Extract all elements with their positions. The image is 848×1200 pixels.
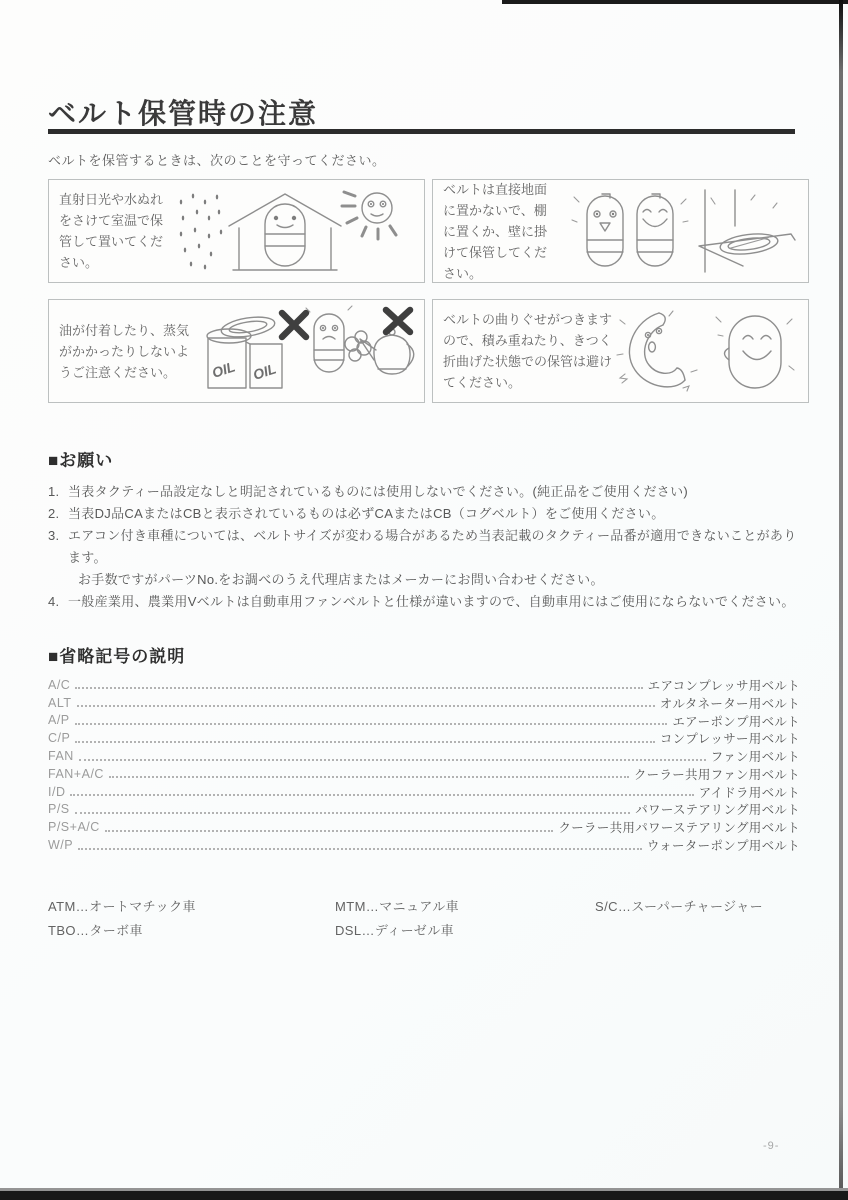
abbreviation-definition: クーラー共用パワーステアリング用ベルト bbox=[558, 821, 800, 836]
tip-text: 油が付着したり、蒸気がかかったりしないようご注意ください。 bbox=[59, 322, 190, 380]
abbreviation-heading: ■省略記号の説明 bbox=[48, 647, 186, 666]
intro-text: ベルトを保管するときは、次のことを守ってください。 bbox=[48, 153, 386, 168]
abbreviation-row bbox=[48, 836, 800, 854]
scan-edge-bottom bbox=[0, 1188, 848, 1200]
abbreviation-definition: ファン用ベルト bbox=[710, 750, 800, 765]
vehicle-code: S/C…スーパーチャージャー bbox=[595, 899, 764, 914]
abbreviation-code: A/P bbox=[48, 713, 70, 728]
notice-item-number: 4. bbox=[48, 594, 60, 609]
notice-item-text: 当表タクティー品設定なしと明記されているものには使用しないでください。(純正品をご使用ください) bbox=[68, 484, 689, 499]
abbreviation-definition: エアーポンプ用ベルト bbox=[672, 714, 800, 729]
page-title: ベルト保管時の注意 bbox=[48, 98, 319, 129]
dotted-leader bbox=[75, 680, 642, 689]
abbreviation-row bbox=[48, 801, 800, 819]
notice-item-text: 一般産業用、農業用Vベルトは自動車用ファンベルトと仕様が違いますので、自動車用にはご使用にならないでください。 bbox=[68, 594, 795, 609]
tip-text: 直射日光や水ぬれをさけて室温で保管して置いてください。 bbox=[59, 192, 164, 270]
notice-item-number: 2. bbox=[48, 506, 60, 521]
tip-illustration bbox=[201, 308, 414, 394]
oil-label: OIL bbox=[209, 358, 237, 381]
notice-heading: ■お願い bbox=[48, 451, 114, 470]
notice-item bbox=[48, 503, 808, 525]
belt-character-icon bbox=[637, 194, 688, 266]
page-number: -9- bbox=[763, 1140, 780, 1152]
vehicle-codes-section bbox=[48, 895, 808, 947]
sun-icon bbox=[342, 192, 396, 239]
tip-box-oil-steam bbox=[48, 299, 425, 403]
abbreviation-row bbox=[48, 712, 800, 730]
vehicle-code: DSL…ディーゼル車 bbox=[335, 923, 454, 938]
oil-can-icon bbox=[207, 314, 282, 388]
abbreviation-row bbox=[48, 729, 800, 747]
dotted-leader bbox=[79, 752, 706, 761]
abbreviation-row bbox=[48, 783, 800, 801]
bent-belt-character-icon bbox=[617, 311, 697, 391]
abbreviation-definition: エアコンプレッサ用ベルト bbox=[647, 678, 800, 693]
abbreviation-row bbox=[48, 694, 800, 712]
abbreviation-code: FAN+A/C bbox=[48, 766, 104, 781]
belt-character-icon bbox=[306, 306, 352, 372]
abbreviation-definition: オルタネーター用ベルト bbox=[659, 696, 800, 711]
dotted-leader bbox=[75, 734, 654, 743]
tip-box-shelf bbox=[432, 179, 809, 283]
abbreviation-code: W/P bbox=[48, 838, 74, 853]
abbreviation-code: FAN bbox=[48, 749, 74, 764]
notice-item bbox=[48, 591, 808, 613]
abbreviation-definition: クーラー共用ファン用ベルト bbox=[633, 767, 800, 782]
house-sun-rain-illustration bbox=[173, 188, 413, 274]
notice-item bbox=[48, 525, 808, 569]
dotted-leader bbox=[70, 787, 693, 796]
abbreviation-list bbox=[48, 676, 800, 854]
notice-list bbox=[48, 481, 808, 613]
tip-box-bending bbox=[432, 299, 809, 403]
dotted-leader bbox=[75, 716, 668, 725]
vehicle-code: TBO…ターボ車 bbox=[48, 923, 143, 938]
abbreviation-row bbox=[48, 818, 800, 836]
hanging-belts-shelf-illustration bbox=[559, 188, 795, 274]
abbreviation-code: C/P bbox=[48, 731, 71, 746]
notice-item-continuation: お手数ですがパーツNo.をお調べのうえ代理店またはメーカーにお問い合わせください。 bbox=[78, 572, 604, 587]
abbreviation-code: A/C bbox=[48, 677, 71, 692]
vehicle-code: MTM…マニュアル車 bbox=[335, 899, 460, 914]
tip-illustration bbox=[555, 188, 798, 274]
abbreviation-code: ALT bbox=[48, 695, 72, 710]
cross-mark-icon bbox=[282, 313, 306, 337]
dotted-leader bbox=[78, 841, 642, 850]
abbreviation-row bbox=[48, 676, 800, 694]
abbreviation-code: I/D bbox=[48, 784, 66, 799]
abbreviation-code: P/S+A/C bbox=[48, 820, 100, 835]
abbreviation-row bbox=[48, 765, 800, 783]
bent-belt-happy-belt-illustration bbox=[613, 308, 799, 394]
notice-item bbox=[48, 481, 808, 503]
rain-icon bbox=[179, 194, 221, 270]
steam-icon bbox=[345, 331, 371, 361]
oil-cans-kettle-illustration bbox=[202, 308, 414, 394]
scan-edge-top bbox=[502, 0, 848, 4]
notice-item-number: 1. bbox=[48, 484, 60, 499]
tip-illustration bbox=[171, 188, 414, 274]
dotted-leader bbox=[109, 769, 629, 778]
tip-box-sunlight bbox=[48, 179, 425, 283]
belt-character-icon bbox=[572, 194, 623, 266]
tip-text: ベルトの曲りぐせがつきますので、積み重ねたり、きつく折曲げた状態での保管は避けてください。 bbox=[443, 312, 613, 390]
notice-item-text: エアコン付き車種については、ベルトサイズが変わる場合があるため当表記載のタクティー品番が適用できないことがあります。 bbox=[68, 528, 797, 565]
kettle-icon bbox=[360, 329, 414, 374]
shelf-icon bbox=[699, 190, 795, 272]
vehicle-codes-column bbox=[595, 895, 763, 919]
abbreviation-code: P/S bbox=[48, 802, 70, 817]
abbreviation-definition: パワーステアリング用ベルト bbox=[635, 803, 800, 818]
dotted-leader bbox=[77, 698, 655, 707]
tip-text: ベルトは直接地面に置かないで、棚に置くか、壁に掛けて保管してください。 bbox=[443, 181, 548, 281]
notice-item-number: 3. bbox=[48, 528, 60, 543]
notice-item-text: 当表DJ品CAまたはCBと表示されているものは必ずCAまたはCB（コグベルト）をご使用ください。 bbox=[68, 506, 665, 521]
house-icon bbox=[229, 194, 341, 270]
cross-mark-icon bbox=[386, 310, 410, 332]
vehicle-codes-column bbox=[48, 895, 196, 943]
happy-belt-character-icon bbox=[716, 316, 794, 388]
dotted-leader bbox=[75, 805, 631, 814]
oil-label: OIL bbox=[250, 360, 278, 383]
scan-edge-right bbox=[839, 0, 843, 1200]
vehicle-codes-column bbox=[335, 895, 459, 943]
vehicle-code: ATM…オートマチック車 bbox=[48, 899, 196, 914]
notice-section bbox=[48, 446, 808, 613]
abbreviation-definition: アイドラ用ベルト bbox=[698, 785, 800, 800]
title-underline bbox=[48, 129, 795, 134]
storage-tips-grid bbox=[48, 179, 809, 403]
abbreviation-definition: ウォーターポンプ用ベルト bbox=[646, 839, 800, 854]
dotted-leader bbox=[105, 823, 554, 832]
abbreviation-section bbox=[48, 642, 800, 854]
abbreviation-row bbox=[48, 747, 800, 765]
tip-illustration bbox=[613, 308, 799, 394]
abbreviation-definition: コンプレッサー用ベルト bbox=[659, 732, 800, 747]
belt-character-icon bbox=[265, 204, 305, 266]
